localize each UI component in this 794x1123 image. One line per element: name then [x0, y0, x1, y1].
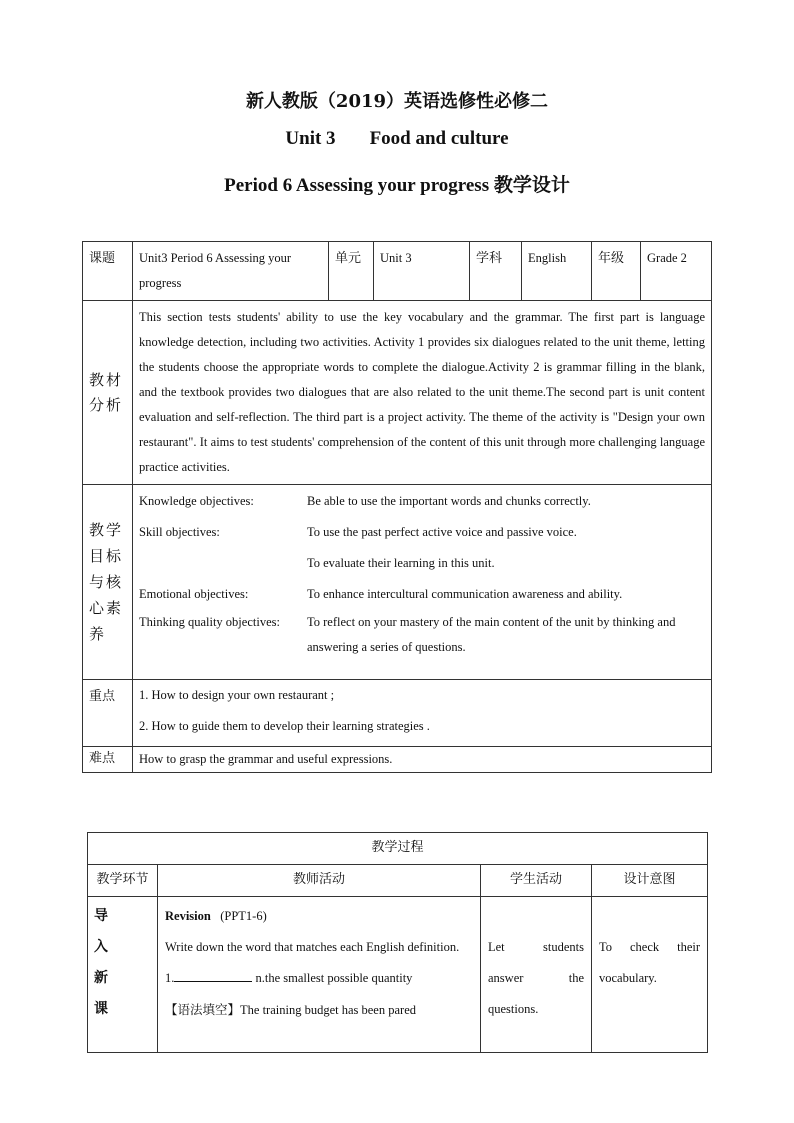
revision-heading	[165, 901, 473, 932]
unit-title	[0, 128, 794, 150]
document-title: 新人教版（2019）英语选修性必修二	[245, 91, 549, 112]
fill-text: The training budget has been pared	[240, 1003, 416, 1017]
objectives-list	[133, 485, 712, 680]
key-point-item: 2. How to guide them to develop their learning strategies .	[139, 719, 430, 733]
period-title: Period 6 Assessing your progress 教学设计	[224, 175, 570, 196]
objective-key	[139, 548, 307, 579]
instruction-text: Write down the word that matches each English definition.	[165, 940, 460, 954]
analysis-text: This section tests students' ability to use the key vocabulary and the grammar. The first part is language knowledge detection, including two activities. Activity 1 provides six dialogues related to the unit theme, letting the students choose the appropriate words to complete the dialogue.Activity 2 is grammar filling in the blank, and the textbook provides two dialogues that are also related to the unit theme.The second part is unit content evaluation and self-reflection. The third part is a project activity. The theme of the activity is "Design your own restaurant". It aims to test students' comprehension of the content of this unit through more challenging language practice activities.	[133, 301, 712, 485]
process-row-intro	[88, 897, 708, 1053]
label-grade: 年级	[592, 242, 641, 301]
label-difficult: 难点	[83, 747, 133, 773]
info-row-objectives	[83, 485, 712, 680]
fill-label: 【语法填空】	[165, 1002, 241, 1017]
stage-char: 入	[94, 939, 108, 955]
subject-value: English	[522, 242, 592, 301]
header-student: 学生活动	[481, 865, 592, 897]
unit-value: Unit 3	[374, 242, 470, 301]
objective-knowledge	[139, 486, 705, 517]
info-row-basic	[83, 242, 712, 301]
process-caption-row	[88, 833, 708, 865]
objective-value: To reflect on your mastery of the main content of the unit by thinking and answering a series of questions.	[307, 615, 676, 654]
header-intent: 设计意图	[592, 865, 708, 897]
revision-title: Revision	[165, 909, 211, 923]
key-point-item: 1. How to design your own restaurant ;	[139, 688, 335, 702]
topic-value: Unit3 Period 6 Assessing your progress	[133, 242, 329, 301]
label-unit: 单元	[329, 242, 374, 301]
process-header-row	[88, 865, 708, 897]
label-analysis: 教材分析	[83, 301, 133, 485]
stage-char: 课	[94, 1001, 108, 1017]
teaching-process-table	[87, 832, 708, 1053]
objective-key: Thinking quality objectives:	[139, 615, 280, 629]
unit-name: Food and culture	[369, 128, 509, 149]
objective-value: To use the past perfect active voice and passive voice.	[307, 525, 577, 539]
stage-cell	[88, 897, 158, 1053]
revision-ppt: (PPT1-6)	[220, 909, 267, 923]
item-definition: n.the smallest possible quantity	[255, 971, 413, 985]
student-activity: Let students answer the questions.	[481, 897, 592, 1053]
teacher-activity	[158, 897, 481, 1053]
objective-skill	[139, 517, 705, 548]
label-objectives: 教学目标与核心素养	[83, 485, 133, 680]
difficult-text: How to grasp the grammar and useful expressions.	[133, 747, 712, 773]
answer-blank	[174, 969, 252, 982]
process-caption: 教学过程	[88, 833, 708, 865]
key-points-list	[133, 680, 712, 747]
objective-value: To evaluate their learning in this unit.	[307, 556, 495, 570]
item-number: 1.	[165, 971, 175, 985]
header-stage: 教学环节	[88, 865, 158, 897]
objective-value: Be able to use the important words and chunks correctly.	[307, 494, 591, 508]
objective-emotional	[139, 579, 705, 610]
info-row-difficult	[83, 747, 712, 773]
fill-item	[165, 994, 473, 1026]
objective-value: To enhance intercultural communication awareness and ability.	[307, 587, 623, 601]
objective-thinking	[139, 610, 705, 660]
info-row-analysis	[83, 301, 712, 485]
stage-char: 导	[94, 908, 108, 924]
objective-key: Emotional objectives:	[139, 587, 249, 601]
unit-label: Unit 3	[285, 128, 336, 149]
design-intent: To check their vocabulary.	[592, 897, 708, 1053]
label-key-points: 重点	[83, 680, 133, 747]
vocab-item	[165, 963, 473, 994]
info-row-key-points	[83, 680, 712, 747]
objective-skill-2	[139, 548, 705, 579]
header-teacher: 教师活动	[158, 865, 481, 897]
grade-value: Grade 2	[641, 242, 712, 301]
objective-key: Skill objectives:	[139, 525, 220, 539]
objective-key: Knowledge objectives:	[139, 494, 254, 508]
lesson-info-table	[82, 241, 712, 773]
stage-char: 新	[94, 970, 108, 986]
label-topic: 课题	[83, 242, 133, 301]
label-subject: 学科	[470, 242, 522, 301]
